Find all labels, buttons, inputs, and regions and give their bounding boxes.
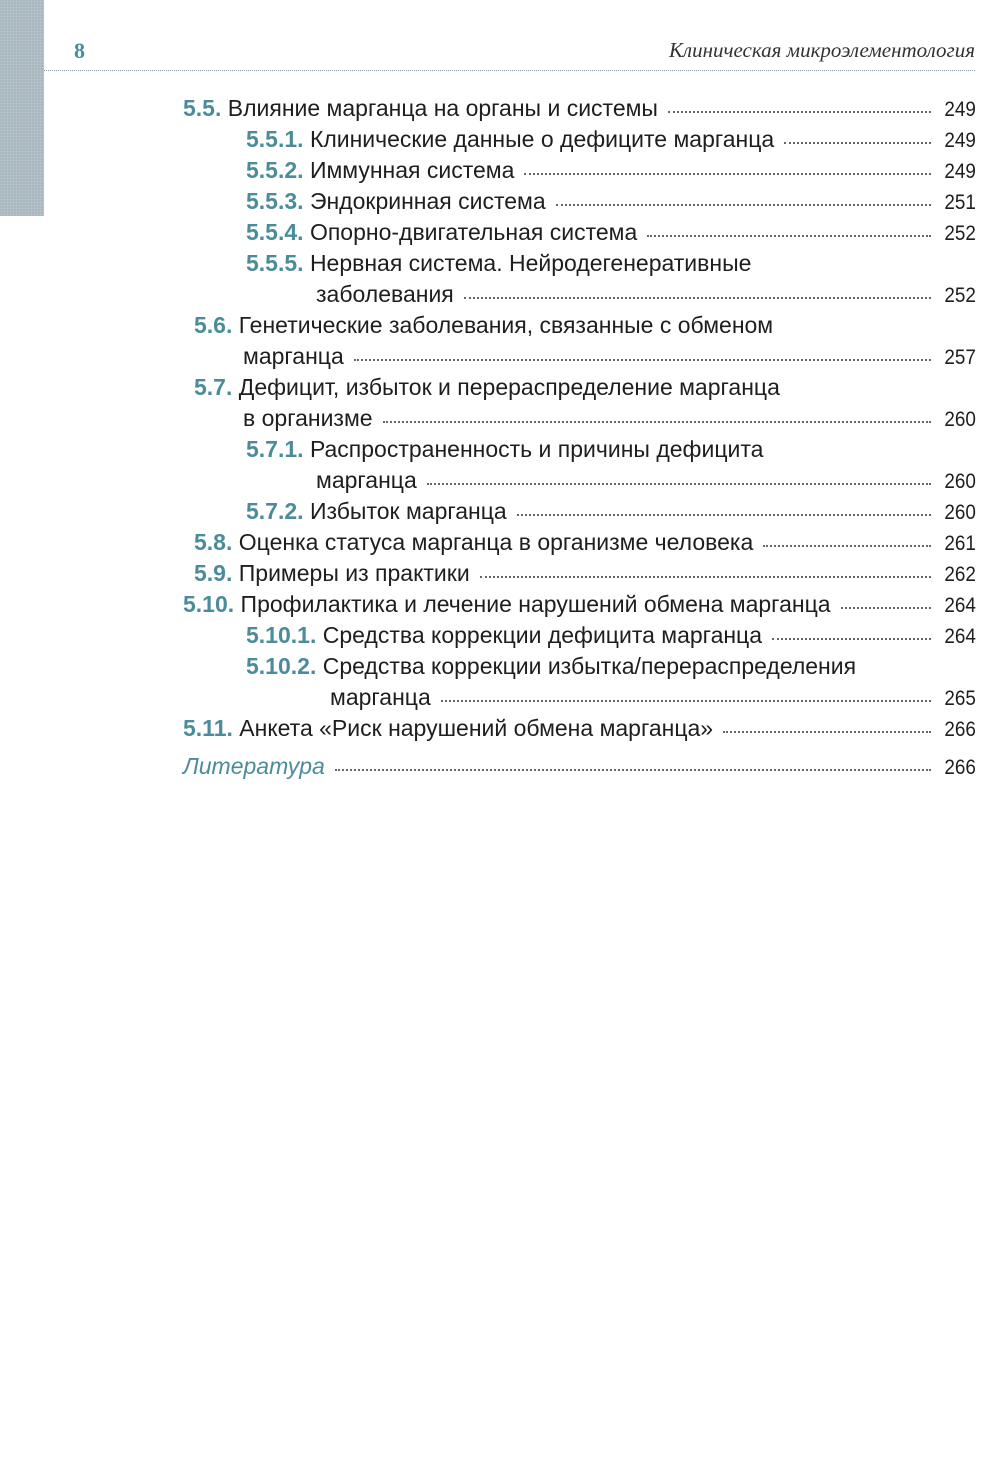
toc-entry[interactable]: 5.8. Оценка статуса марганца в организме человека 261: [194, 527, 975, 558]
page-header: [44, 30, 975, 71]
toc-entry[interactable]: 5.5.5. Нервная система. Нейродегенеративные: [246, 250, 752, 276]
page-ref: 257: [944, 346, 976, 369]
dot-leader: [441, 699, 931, 702]
toc-entry[interactable]: 5.5.3. Эндокринная система 251: [246, 186, 975, 217]
toc-entry[interactable]: 5.10. Профилактика и лечение нарушений обмена марганца 264: [183, 589, 975, 620]
dot-leader: [480, 575, 931, 578]
toc-entry[interactable]: 5.5.4. Опорно-двигательная система 252: [246, 217, 975, 248]
dot-leader: [772, 637, 931, 640]
toc-entry[interactable]: 5.7. Дефицит, избыток и перераспределение марганца: [194, 374, 780, 400]
page-ref: 266: [944, 756, 976, 779]
dot-leader: [556, 203, 931, 206]
toc-entry[interactable]: 5.10.2. Средства коррекции избытка/перераспределения: [246, 653, 857, 679]
side-color-tab: [0, 0, 44, 216]
page-ref: 251: [944, 191, 976, 214]
page-ref: 252: [944, 222, 976, 245]
dot-leader: [841, 606, 931, 609]
running-title: Клиническая микроэлементология: [668, 38, 975, 62]
page-ref: 264: [944, 625, 976, 648]
toc-entry[interactable]: 5.11. Анкета «Риск нарушений обмена марганца» 266: [183, 713, 975, 744]
toc-entry-continuation[interactable]: марганца 260: [316, 465, 975, 496]
toc-entry[interactable]: 5.9. Примеры из практики 262: [194, 558, 975, 589]
toc-entry[interactable]: 5.7.2. Избыток марганца 260: [246, 496, 975, 527]
dot-leader: [517, 513, 931, 516]
dot-leader: [524, 172, 931, 175]
dot-leader: [763, 544, 931, 547]
page-ref: 260: [944, 408, 976, 431]
toc-entry[interactable]: 5.7.1. Распространенность и причины дефицита: [246, 436, 764, 462]
toc-entry-continuation[interactable]: заболевания 252: [316, 279, 975, 310]
dot-leader: [723, 730, 931, 733]
dot-leader: [354, 358, 931, 361]
page-ref: 265: [944, 687, 976, 710]
dot-leader: [335, 768, 931, 771]
page-ref: 249: [944, 129, 976, 152]
toc-entry-continuation[interactable]: марганца 257: [243, 341, 975, 372]
toc-entry[interactable]: 5.5.2. Иммунная система 249: [246, 155, 975, 186]
page-number: 8: [74, 38, 85, 63]
page-ref: 249: [944, 160, 976, 183]
page-ref: 249: [944, 98, 976, 121]
dot-leader: [784, 141, 931, 144]
page-ref: 260: [944, 501, 976, 524]
toc-entry[interactable]: 5.5.1. Клинические данные о дефиците марганца 249: [246, 124, 975, 155]
dot-leader: [647, 234, 931, 237]
page-ref: 252: [944, 284, 976, 307]
dot-leader: [383, 420, 931, 423]
page-ref: 261: [944, 532, 976, 555]
dot-leader: [427, 482, 931, 485]
toc-entry[interactable]: 5.6. Генетические заболевания, связанные с обменом: [194, 312, 774, 338]
page-ref: 260: [944, 470, 976, 493]
toc-entry-continuation[interactable]: в организме 260: [243, 403, 975, 434]
toc-entry-continuation[interactable]: марганца 265: [330, 682, 975, 713]
dot-leader: [464, 296, 931, 299]
page-ref: 262: [944, 563, 976, 586]
page-ref: 264: [944, 594, 976, 617]
page-ref: 266: [944, 718, 976, 741]
toc-entry[interactable]: 5.5. Влияние марганца на органы и системы 249: [183, 93, 975, 124]
toc-entry-literature[interactable]: Литература 266: [183, 751, 975, 782]
toc-entry[interactable]: 5.10.1. Средства коррекции дефицита марганца 264: [246, 620, 975, 651]
dot-leader: [668, 110, 931, 113]
